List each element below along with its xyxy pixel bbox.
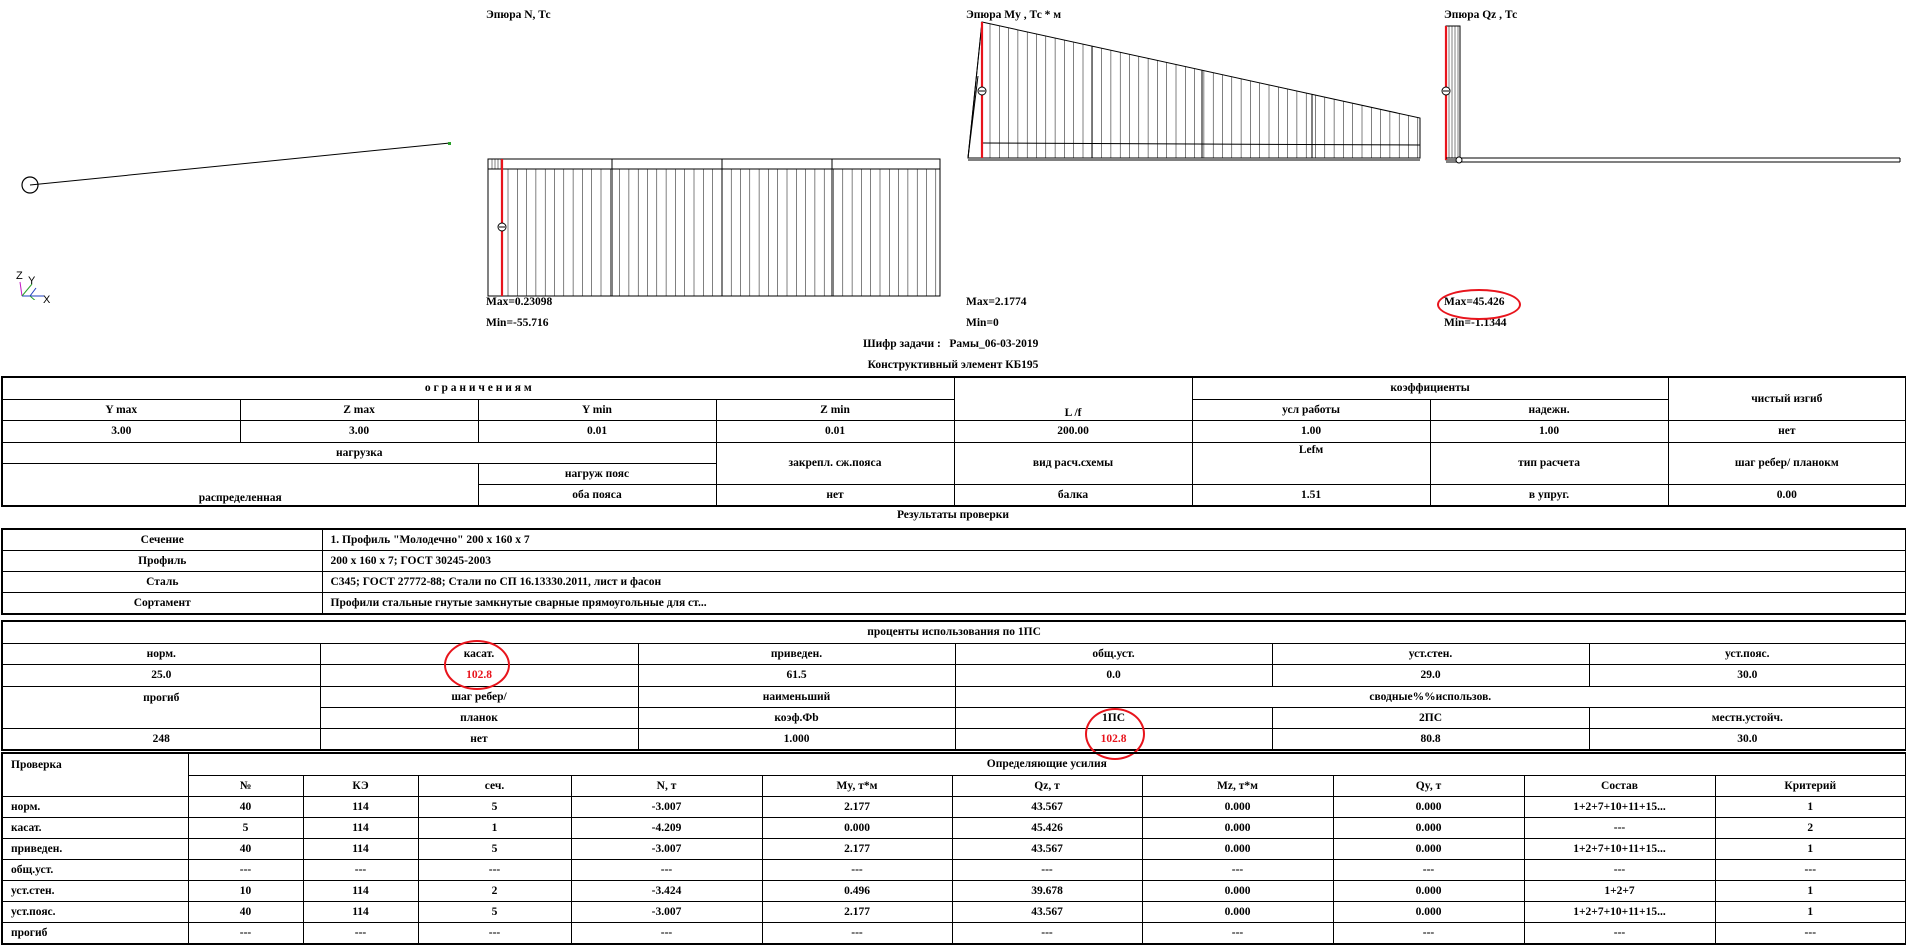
check-header: Проверка [2,753,188,796]
forces-cell: 0.000 [1142,880,1333,901]
forces-cell: 1+2+7+10+11+15... [1524,838,1715,859]
forces-cell: 1+2+7 [1524,880,1715,901]
forces-row [2,796,1906,817]
forces-cell: 1+2+7+10+11+15... [1524,796,1715,817]
summary-header: сводные%%использов. [955,686,1906,707]
forces-cell: 2.177 [762,796,952,817]
usage-value-sten: 29.0 [1272,664,1589,686]
forces-cell: 5 [418,796,571,817]
zmin-value: 0.01 [716,420,954,442]
forces-cell: --- [762,859,952,880]
pure-bend-header: чистый изгиб [1668,377,1906,420]
qz-diagram [1442,26,1900,163]
forces-row [2,859,1906,880]
usage-value-norm: 25.0 [2,664,320,686]
coef-header-2: коэф.Фb [638,707,955,728]
forces-column-header: сеч. [418,775,571,796]
load-belt-value: оба пояса [478,484,716,506]
forces-column-header: Состав [1524,775,1715,796]
ps2-header: 2ПС [1272,707,1589,728]
qz-diagram-min: Min=-1.1344 [1444,317,1507,329]
constraints-header: о г р а н и ч е н и я м [2,377,954,399]
forces-cell: --- [1524,922,1715,944]
forces-row-name: уст.стен. [2,880,188,901]
my-diagram [968,22,1420,160]
constraints-table [1,376,1906,507]
forces-row-name: общ.уст. [2,859,188,880]
my-diagram-title: Эпюра My , Тс * м [966,9,1062,21]
forces-cell: 114 [303,901,418,922]
forces-cell: 45.426 [952,817,1142,838]
n-diagram-title: Эпюра N, Тс [486,9,551,21]
calc-type-header: тип расчета [1430,442,1668,484]
n-diagram [488,159,940,296]
forces-column-header: № [188,775,303,796]
ps1-header: 1ПС [955,707,1272,728]
forces-cell: 5 [418,838,571,859]
forces-cell: 114 [303,880,418,901]
forces-cell: --- [1524,817,1715,838]
coef-header: коэффициенты [1192,377,1668,399]
forces-cell: 43.567 [952,838,1142,859]
forces-cell: --- [188,859,303,880]
section-info-table [1,528,1906,615]
forces-cell: 10 [188,880,303,901]
coef-header-1: наименьший [638,686,955,707]
model-view [22,142,451,193]
forces-cell: 1 [1715,880,1906,901]
fix-header: закрепл. сж.пояса [716,442,954,484]
ps1-value: 102.8 [955,728,1272,750]
forces-column-header: Критерий [1715,775,1906,796]
n-diagram-min: Min=-55.716 [486,317,549,329]
nadezh-value: 1.00 [1430,420,1668,442]
forces-cell: --- [303,859,418,880]
lf-header: L /f [954,377,1192,420]
lef-header: Lefм [1192,442,1430,484]
forces-column-header: Mz, т*м [1142,775,1333,796]
forces-cell: 1 [418,817,571,838]
forces-row-name: приведен. [2,838,188,859]
forces-cell: -3.007 [571,796,762,817]
forces-cell: 0.496 [762,880,952,901]
forces-cell: 1 [1715,796,1906,817]
local-value: 30.0 [1589,728,1906,750]
forces-cell: 5 [418,901,571,922]
forces-column-header: Qz, т [952,775,1142,796]
rib-step-header: шаг ребер/ планокм [1668,442,1906,484]
forces-cell: 2.177 [762,838,952,859]
forces-cell: 114 [303,817,418,838]
section-info-value: 1. Профиль "Молодечно" 200 x 160 x 7 [322,529,1906,551]
section-info-value: С345; ГОСТ 27772-88; Стали по СП 16.13330.2011, лист и фасон [322,572,1906,593]
rib-header-2: планок [320,707,638,728]
lf-value: 200.00 [954,420,1192,442]
section-info-value: 200 x 160 x 7; ГОСТ 30245-2003 [322,551,1906,572]
forces-column-header: My, т*м [762,775,952,796]
usage-header-norm: норм. [2,643,320,664]
section-info-row [2,551,1906,572]
section-info-label: Сортамент [2,593,322,615]
axis-z-label: Z [16,270,23,282]
task-code-label: Шифр задачи : [863,338,941,350]
forces-cell: -3.007 [571,901,762,922]
forces-cell: 114 [303,796,418,817]
forces-cell: --- [762,922,952,944]
task-code-line [863,338,1038,350]
pure-bend-value: нет [1668,420,1906,442]
forces-cell: --- [1715,859,1906,880]
forces-cell: --- [418,859,571,880]
forces-cell: 40 [188,796,303,817]
usl-header: усл работы [1192,399,1430,420]
forces-cell: -3.424 [571,880,762,901]
qz-diagram-max: Max=45.426 [1444,296,1505,308]
forces-cell: 1+2+7+10+11+15... [1524,901,1715,922]
forces-row [2,838,1906,859]
section-info-row [2,572,1906,593]
zmin-header: Z min [716,399,954,420]
load-value: распределенная [2,463,478,506]
forces-cell: 2 [1715,817,1906,838]
axis-y-label: Y [28,275,36,287]
forces-cell: --- [1333,859,1524,880]
my-diagram-min: Min=0 [966,317,999,329]
load-header: нагрузка [2,442,716,463]
section-info-label: Профиль [2,551,322,572]
usage-value-priv: 61.5 [638,664,955,686]
coef-value: 1.000 [638,728,955,750]
n-diagram-max: Max=0.23098 [486,296,553,308]
usage-value-kasat: 102.8 [320,664,638,686]
forces-cell: --- [571,859,762,880]
forces-cell: 1 [1715,838,1906,859]
ymax-value: 3.00 [2,420,240,442]
forces-row [2,880,1906,901]
results-title: Результаты проверки [896,509,1010,521]
forces-cell: --- [1142,922,1333,944]
forces-cell: 0.000 [1142,838,1333,859]
forces-cell: --- [418,922,571,944]
forces-cell: --- [571,922,762,944]
forces-cell: 39.678 [952,880,1142,901]
forces-column-header: Qy, т [1333,775,1524,796]
forces-cell: 1 [1715,901,1906,922]
lef-value: 1.51 [1192,484,1430,506]
forces-cell: 40 [188,838,303,859]
usage-value-obsh: 0.0 [955,664,1272,686]
section-info-value: Профили стальные гнутые замкнутые сварные прямоугольные для ст... [322,593,1906,615]
forces-cell: --- [1715,922,1906,944]
forces-cell: -4.209 [571,817,762,838]
forces-row [2,922,1906,944]
forces-table [1,752,1906,945]
forces-cell: --- [952,859,1142,880]
rib-header-1: шаг ребер/ [320,686,638,707]
ymin-value: 0.01 [478,420,716,442]
nadezh-header: надежн. [1430,399,1668,420]
forces-row [2,901,1906,922]
qz-diagram-title: Эпюра Qz , Тс [1444,9,1518,21]
usage-header-poyas: уст.пояс. [1589,643,1906,664]
rib-step-value: 0.00 [1668,484,1906,506]
local-header: местн.устойч. [1589,707,1906,728]
fix-value: нет [716,484,954,506]
forces-cell: 0.000 [1142,796,1333,817]
forces-cell: 2.177 [762,901,952,922]
forces-title: Определяющие усилия [188,753,1906,775]
forces-column-header: N, т [571,775,762,796]
forces-cell: 40 [188,901,303,922]
rib-value: нет [320,728,638,750]
section-info-row [2,593,1906,615]
forces-cell: 43.567 [952,901,1142,922]
ps2-value: 80.8 [1272,728,1589,750]
forces-cell: 114 [303,838,418,859]
forces-cell: 0.000 [1333,817,1524,838]
axis-x-label: X [43,294,51,306]
forces-cell: --- [1333,922,1524,944]
scheme-header: вид расч.схемы [954,442,1192,484]
forces-cell: 0.000 [1333,901,1524,922]
usage-header-priv: приведен. [638,643,955,664]
element-title: Конструктивный элемент КБ195 [867,359,1039,371]
forces-cell: --- [1524,859,1715,880]
usage-header-kasat: касат. [320,643,638,664]
prog-header: прогиб [2,686,320,728]
diagram-canvas [0,0,1906,300]
section-info-label: Сечение [2,529,322,551]
forces-row [2,817,1906,838]
forces-cell: 0.000 [1333,880,1524,901]
forces-row-name: касат. [2,817,188,838]
task-code-value: Рамы_06-03-2019 [949,338,1039,350]
forces-cell: --- [303,922,418,944]
section-info-row [2,529,1906,551]
forces-cell: 0.000 [1142,817,1333,838]
forces-cell: 5 [188,817,303,838]
forces-row-name: норм. [2,796,188,817]
my-diagram-max: Max=2.1774 [966,296,1027,308]
ymin-header: Y min [478,399,716,420]
ymax-header: Y max [2,399,240,420]
usage-title: проценты использования по 1ПС [2,621,1906,643]
forces-cell: -3.007 [571,838,762,859]
usage-header-obsh: общ.уст. [955,643,1272,664]
forces-cell: --- [188,922,303,944]
usage-value-poyas: 30.0 [1589,664,1906,686]
forces-cell: --- [1142,859,1333,880]
zmax-header: Z max [240,399,478,420]
calc-type-value: в упруг. [1430,484,1668,506]
forces-cell: 43.567 [952,796,1142,817]
load-belt-header: нагруж пояс [478,463,716,484]
usage-table [1,620,1906,751]
forces-cell: 0.000 [1333,796,1524,817]
scheme-value: балка [954,484,1192,506]
prog-value: 248 [2,728,320,750]
usage-header-sten: уст.стен. [1272,643,1589,664]
forces-row-name: уст.пояс. [2,901,188,922]
zmax-value: 3.00 [240,420,478,442]
usl-value: 1.00 [1192,420,1430,442]
forces-cell: 0.000 [1333,838,1524,859]
forces-row-name: прогиб [2,922,188,944]
forces-column-header: КЭ [303,775,418,796]
forces-cell: 0.000 [1142,901,1333,922]
forces-cell: 0.000 [762,817,952,838]
section-info-label: Сталь [2,572,322,593]
forces-cell: --- [952,922,1142,944]
forces-cell: 2 [418,880,571,901]
